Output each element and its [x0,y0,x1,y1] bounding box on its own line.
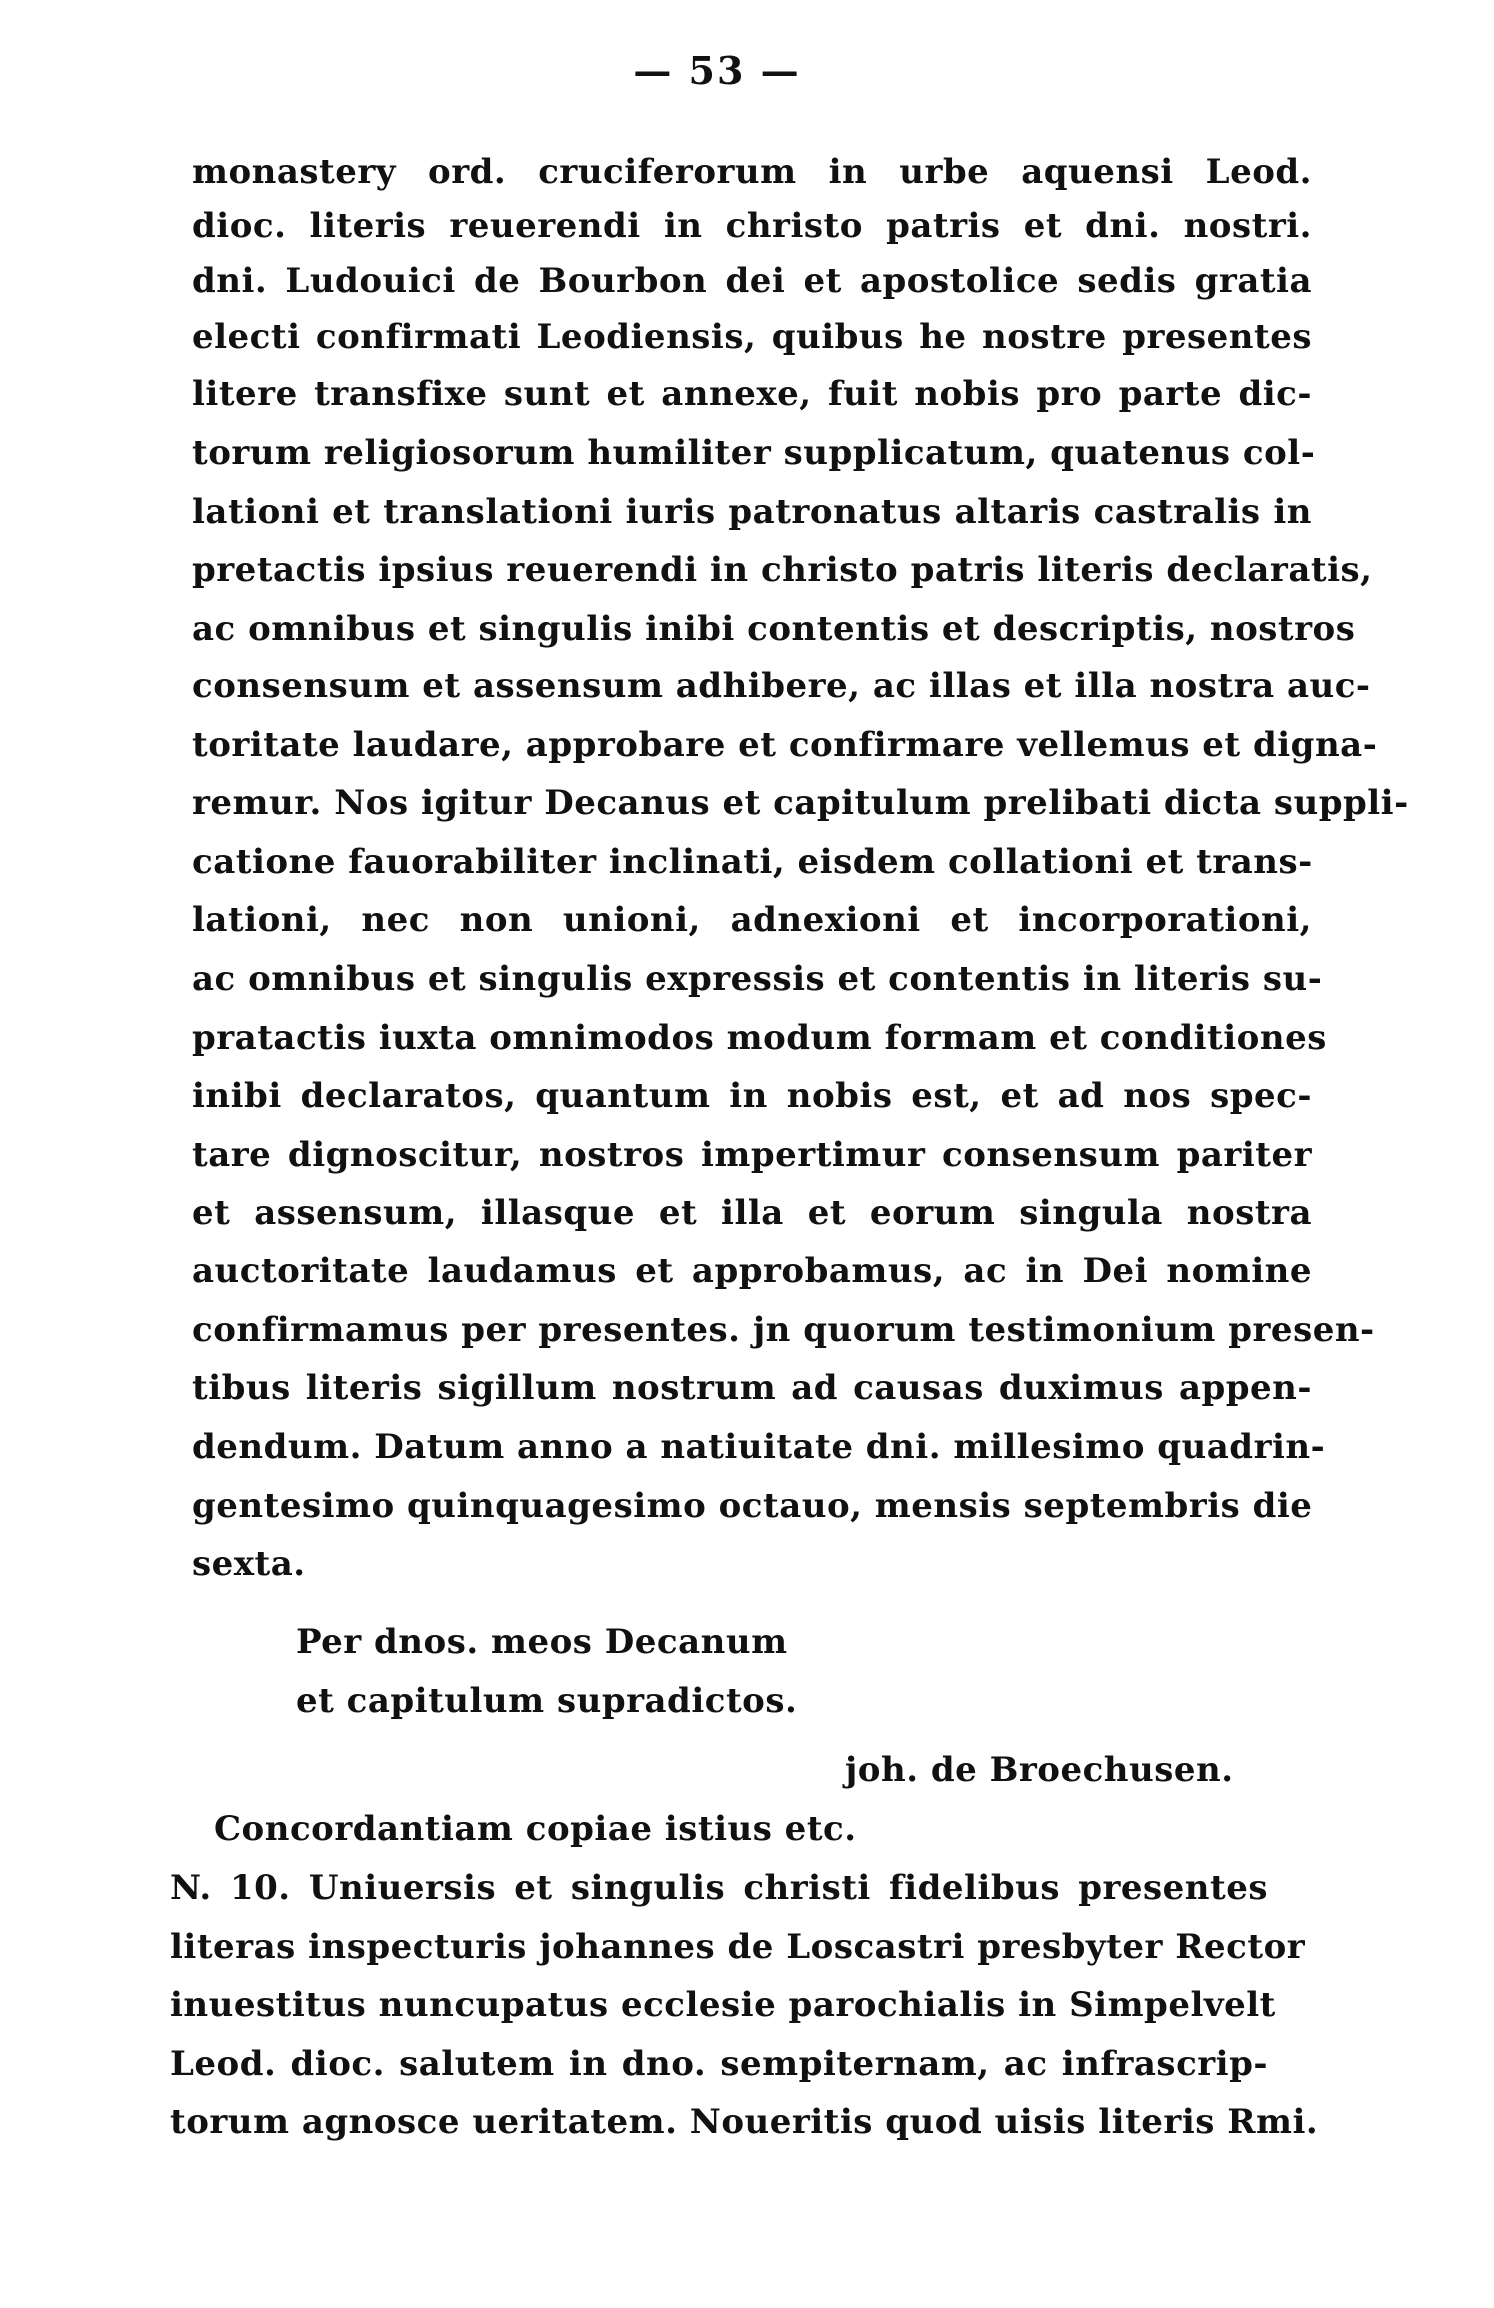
text-line: N. 10. Uniuersis et singulis christi fidelibus presentes [170,1868,1268,1908]
text-line: sexta. [192,1544,306,1584]
text-line: tare dignoscitur, nostros impertimur consensum pariter [192,1135,1312,1175]
text-line: consensum et assensum adhibere, ac illas et illa nostra auc- [192,666,1371,706]
text-line: gentesimo quinquagesimo octauo, mensis septembris die [192,1486,1313,1526]
signature-line: Per dnos. meos Decanum [296,1622,788,1662]
signer-name: joh. de Broechusen. [845,1750,1234,1790]
text-line: catione fauorabiliter inclinati, eisdem collationi et trans- [192,842,1313,882]
text-line: lationi, nec non unioni, adnexioni et incorporationi, [192,900,1312,940]
page-number: — 53 — [633,48,801,93]
text-line: inibi declaratos, quantum in nobis est, et ad nos spec- [192,1076,1312,1116]
text-line: toritate laudare, approbare et confirmare vellemus et digna- [192,725,1378,765]
text-line: confirmamus per presentes. jn quorum testimonium presen- [192,1310,1375,1350]
text-line: monastery ord. cruciferorum in urbe aquensi Leod. [192,152,1312,192]
concordantiam-note: Concordantiam copiae istius etc. [214,1809,857,1849]
signature-line: et capitulum supradictos. [296,1681,798,1721]
text-line: literas inspecturis johannes de Loscastri presbyter Rector [170,1927,1306,1967]
text-line: litere transfixe sunt et annexe, fuit nobis pro parte dic- [192,374,1312,414]
text-line: pratactis iuxta omnimodos modum formam et conditiones [192,1018,1327,1058]
text-line: auctoritate laudamus et approbamus, ac in Dei nomine [192,1251,1312,1291]
text-line: dendum. Datum anno a natiuitate dni. millesimo quadrin- [192,1427,1326,1467]
text-line: Leod. dioc. salutem in dno. sempiternam, ac infrascrip- [170,2044,1268,2084]
text-line: torum religiosorum humiliter supplicatum, quatenus col- [192,433,1316,473]
text-line: ac omnibus et singulis inibi contentis et descriptis, nostros [192,609,1356,649]
text-line: pretactis ipsius reuerendi in christo patris literis declaratis, [192,550,1373,590]
text-line: ac omnibus et singulis expressis et contentis in literis su- [192,959,1323,999]
text-line: tibus literis sigillum nostrum ad causas duximus appen- [192,1368,1312,1408]
text-line: dni. Ludouici de Bourbon dei et apostolice sedis gratia [192,261,1312,301]
text-line: electi confirmati Leodiensis, quibus he nostre presentes [192,317,1312,357]
text-line: lationi et translationi iuris patronatus altaris castralis in [192,492,1312,532]
text-line: remur. Nos igitur Decanus et capitulum prelibati dicta suppli- [192,783,1409,823]
text-line: dioc. literis reuerendi in christo patris et dni. nostri. [192,206,1312,246]
text-line: torum agnosce ueritatem. Noueritis quod uisis literis Rmi. [170,2102,1319,2142]
text-line: inuestitus nuncupatus ecclesie parochialis in Simpelvelt [170,1985,1276,2025]
text-line: et assensum, illasque et illa et eorum singula nostra [192,1193,1312,1233]
